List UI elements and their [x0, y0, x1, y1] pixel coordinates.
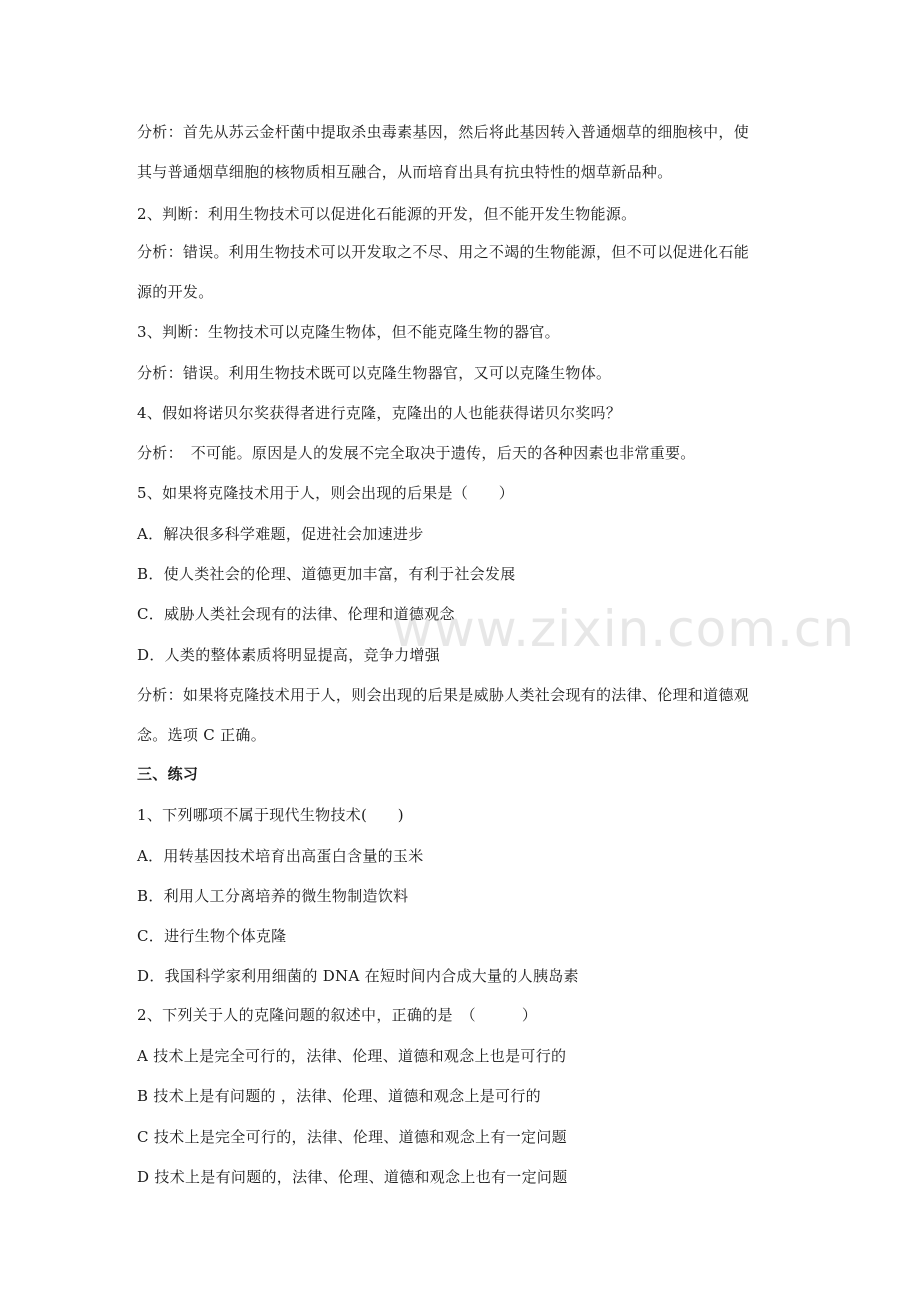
option-line: A 技术上是完全可行的，法律、伦理、道德和观念上也是可行的 [137, 1047, 567, 1065]
analysis-line: 源的开发。 [137, 283, 214, 301]
option-line: A．用转基因技术培育出高蛋白含量的玉米 [137, 847, 424, 865]
question-line: 3、判断：生物技术可以克隆生物体，但不能克隆生物的器官。 [137, 323, 560, 341]
option-line: B．使人类社会的伦理、道德更加丰富，有利于社会发展 [137, 565, 516, 583]
section-heading: 三、练习 [137, 765, 199, 783]
question-line: 2、判断：利用生物技术可以促进化石能源的开发，但不能开发生物能源。 [137, 205, 637, 223]
option-line: A．解决很多科学难题，促进社会加速进步 [137, 525, 424, 543]
question-line: 1、下列哪项不属于现代生物技术( ) [137, 806, 404, 824]
analysis-line: 分析： 不可能。原因是人的发展不完全取决于遗传，后天的各种因素也非常重要。 [137, 444, 696, 462]
option-line: D．人类的整体素质将明显提高，竞争力增强 [137, 646, 441, 664]
option-line: C．进行生物个体克隆 [137, 927, 287, 945]
analysis-line: 分析：错误。利用生物技术既可以克隆生物器官，又可以克隆生物体。 [137, 364, 612, 382]
option-line: B．利用人工分离培养的微生物制造饮料 [137, 887, 409, 905]
option-line: C 技术上是完全可行的，法律、伦理、道德和观念上有一定问题 [137, 1128, 567, 1146]
question-line: 2、下列关于人的克隆问题的叙述中，正确的是 （ ） [137, 1006, 538, 1024]
option-line: C．威胁人类社会现有的法律、伦理和道德观念 [137, 605, 455, 623]
analysis-line: 分析：如果将克隆技术用于人，则会出现的后果是威胁人类社会现有的法律、伦理和道德观 [137, 686, 750, 704]
option-line: B 技术上是有问题的 ，法律、伦理、道德和观念上是可行的 [137, 1087, 541, 1105]
analysis-line: 其与普通烟草细胞的核物质相互融合，从而培育出具有抗虫特性的烟草新品种。 [137, 163, 673, 181]
watermark: www.zixin.com.cn [392, 600, 856, 658]
question-line: 5、如果将克隆技术用于人，则会出现的后果是（ ） [137, 484, 515, 502]
option-line: D 技术上是有问题的，法律、伦理、道德和观念上也有一定问题 [137, 1168, 568, 1186]
option-line: D．我国科学家利用细菌的 DNA 在短时间内合成大量的人胰岛素 [137, 967, 579, 985]
analysis-line: 念。选项 C 正确。 [137, 726, 267, 744]
analysis-line: 分析：首先从苏云金杆菌中提取杀虫毒素基因，然后将此基因转入普通烟草的细胞核中，使 [137, 123, 750, 141]
question-line: 4、假如将诺贝尔奖获得者进行克隆，克隆出的人也能获得诺贝尔奖吗？ [137, 404, 622, 422]
analysis-line: 分析：错误。利用生物技术可以开发取之不尽、用之不竭的生物能源，但不可以促进化石能 [137, 243, 750, 261]
